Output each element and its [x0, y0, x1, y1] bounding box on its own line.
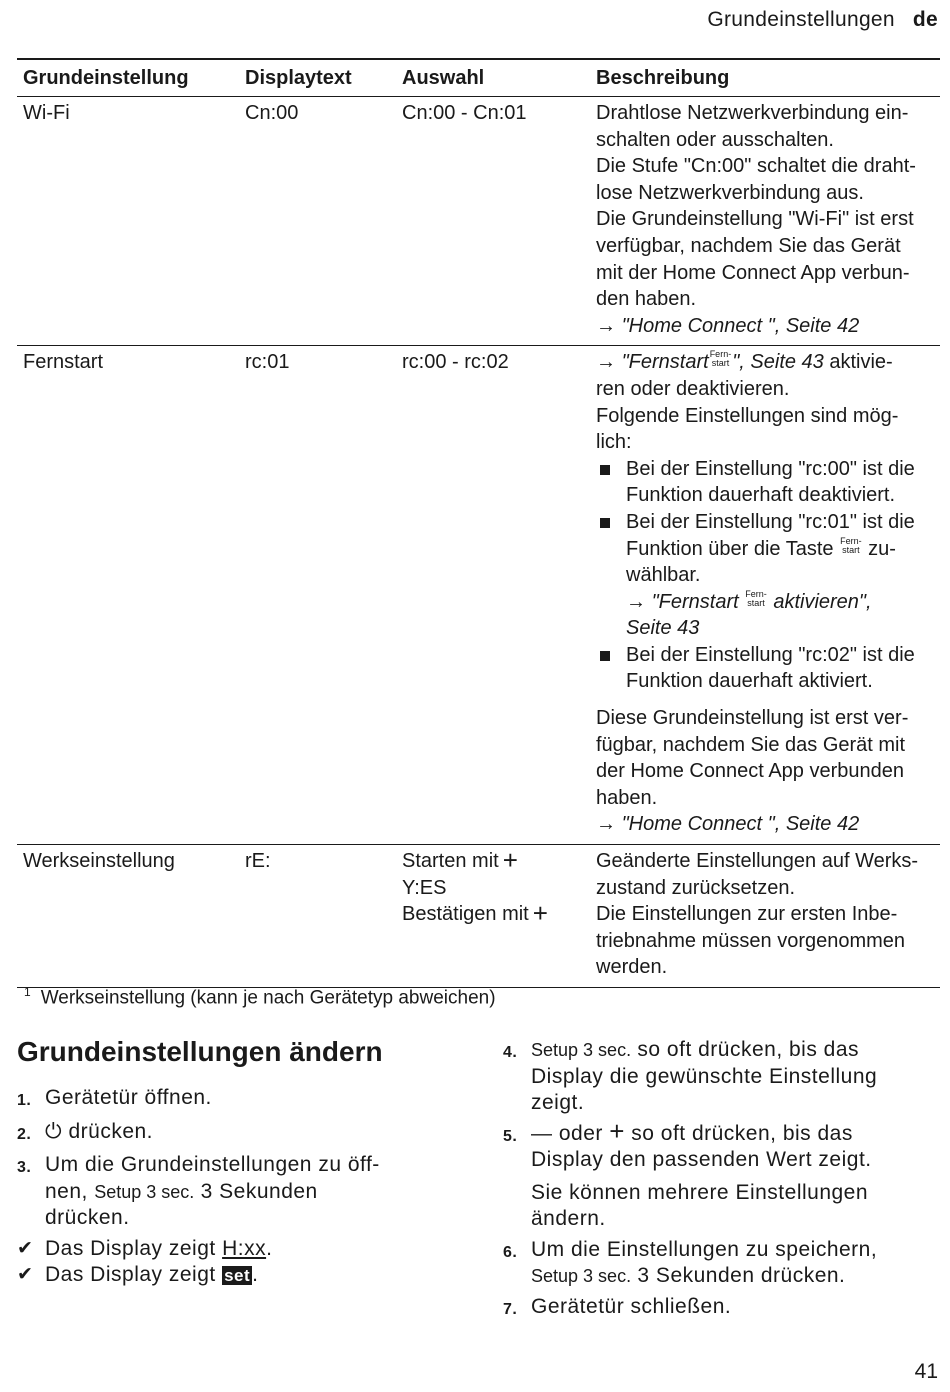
col-header-selection: Auswahl — [402, 66, 485, 89]
checkmark-icon: ✔ — [17, 1264, 34, 1285]
step-text: ändern. — [531, 1207, 606, 1230]
icon-label-bottom: start — [842, 544, 860, 555]
settings-table — [17, 58, 940, 988]
table-row-werkseinstellung — [17, 845, 940, 988]
desc-line: Geänderte Einstellungen auf Werks- — [596, 850, 919, 873]
link-text: aktivieren", — [767, 590, 872, 613]
desc-line: den haben. — [596, 288, 697, 311]
bullet-square-icon — [600, 651, 610, 661]
plus-icon: + — [532, 898, 548, 929]
step-number: 5. — [503, 1127, 518, 1145]
step-text: Display den passenden Wert zeigt. — [531, 1148, 872, 1171]
selection-line: Y:ES — [402, 876, 447, 899]
icon-label-top: Fern- — [745, 588, 767, 599]
selection-line — [402, 845, 596, 876]
table-header-row — [17, 60, 940, 97]
step-number: 4. — [503, 1044, 518, 1061]
desc-line: Die Stufe "Cn:00" schaltet die draht- — [596, 155, 916, 178]
desc-line: zustand zurücksetzen. — [596, 876, 795, 899]
bullet-line: Funktion dauerhaft aktiviert. — [626, 670, 873, 693]
bullet-line: Bei der Einstellung "rc:01" ist die — [626, 510, 915, 533]
link-text: "Home Connect ", Seite 42 — [621, 314, 860, 337]
selection-text: Starten mit — [402, 850, 499, 873]
result-text: Das Display zeigt — [45, 1263, 216, 1286]
footnote — [24, 985, 496, 1009]
icon-label-bottom: start — [747, 597, 765, 608]
header-language: de — [912, 8, 938, 31]
fernstart-activate-link[interactable] — [626, 589, 915, 616]
desc-line: mit der Home Connect App verbun- — [596, 261, 910, 284]
bullet-item — [596, 456, 940, 509]
setup-3sec-key: Setup 3 sec. — [94, 1181, 195, 1202]
power-icon: ⏻ — [45, 1119, 63, 1143]
cell-fernstart-description — [596, 349, 940, 838]
bullet-item — [596, 509, 940, 642]
step-2 — [17, 1119, 457, 1149]
link-text: "Fernstart — [621, 351, 709, 374]
minus-icon: — — [531, 1121, 553, 1145]
link-text: "Home Connect ", Seite 42 — [621, 813, 860, 836]
desc-line: haben. — [596, 786, 658, 809]
bullet-text: Funktion über die Taste — [626, 537, 834, 560]
desc-line: ren oder deaktivieren. — [596, 377, 790, 400]
step-text: so oft drücken, bis das — [637, 1038, 860, 1061]
table-row-wifi — [17, 97, 940, 346]
display-value: H:xx — [222, 1236, 267, 1260]
bullet-line: wählbar. — [626, 564, 701, 587]
selection-text: Bestätigen mit — [402, 903, 529, 926]
desc-line: Folgende Einstellungen sind mög- — [596, 404, 899, 427]
remote-start-icon — [710, 350, 732, 368]
desc-line: Die Grundeinstellung "Wi-Fi" ist erst — [596, 208, 914, 231]
bullet-line: Bei der Einstellung "rc:02" ist die — [626, 643, 915, 666]
step-3 — [17, 1152, 457, 1232]
cell-fernstart-name: Fernstart — [23, 351, 104, 374]
cell-fernstart-selection: rc:00 - rc:02 — [402, 351, 509, 374]
plus-icon: + — [609, 1115, 625, 1146]
step-text: drücken. — [68, 1119, 154, 1143]
footnote-mark: 1 — [24, 985, 31, 999]
bullet-text: zu- — [862, 537, 896, 560]
step-text: Display die gewünschte Einstellung — [531, 1064, 878, 1088]
bullet-item — [596, 642, 940, 695]
step-7 — [503, 1294, 943, 1324]
arrow-right-icon: → — [596, 813, 616, 836]
step-text: so oft drücken, bis das — [631, 1121, 853, 1145]
selection-line — [402, 898, 596, 929]
arrow-right-icon: → — [626, 590, 646, 613]
fernstart-link[interactable] — [596, 351, 824, 373]
checkmark-icon: ✔ — [17, 1237, 34, 1259]
icon-label-top: Fern- — [840, 535, 862, 546]
cell-werks-selection — [402, 845, 596, 981]
bullet-line: Funktion dauerhaft deaktiviert. — [626, 484, 896, 507]
step-text: Gerätetür schließen. — [531, 1294, 732, 1318]
step-number: 3. — [17, 1159, 32, 1176]
remote-start-icon — [840, 537, 862, 555]
header-section: Grundeinstellungen — [707, 8, 895, 31]
table-row-fernstart — [17, 346, 940, 845]
step-number: 1. — [17, 1092, 32, 1109]
cell-wifi-selection: Cn:00 - Cn:01 — [402, 102, 527, 124]
col-header-setting: Grundeinstellung — [23, 66, 189, 89]
desc-line: Diese Grundeinstellung ist erst ver- — [596, 707, 909, 730]
step-text: oder — [558, 1121, 603, 1145]
desc-line: lich: — [596, 431, 632, 454]
setup-3sec-key: Setup 3 sec. — [531, 1266, 632, 1286]
step-text: 3 Sekunden — [200, 1179, 318, 1203]
desc-line: verfügbar, nachdem Sie das Gerät — [596, 234, 901, 257]
icon-label-top: Fern- — [709, 349, 732, 360]
step-number: 2. — [17, 1125, 32, 1143]
step-text: Sie können mehrere Einstellungen — [531, 1180, 869, 1204]
home-connect-link[interactable] — [596, 811, 940, 838]
footnote-text: Werkseinstellung (kann je nach Gerätetyp abweichen) — [40, 987, 496, 1009]
plus-icon: + — [502, 845, 518, 876]
step-5 — [503, 1115, 943, 1233]
display-value-badge: set — [224, 1266, 251, 1285]
result-1: ✔ Das Display zeigt H:xx. — [17, 1236, 457, 1263]
setup-3sec-key: Setup 3 sec. — [531, 1040, 632, 1060]
step-text: Um die Grundeinstellungen zu öff- — [45, 1153, 380, 1176]
cell-wifi-display: Cn:00 — [245, 102, 299, 124]
desc-line: schalten oder ausschalten. — [596, 128, 834, 151]
cell-werks-description — [596, 848, 940, 981]
steps-right-column — [503, 1037, 943, 1327]
link-text: ", Seite 43 — [732, 351, 824, 374]
step-text: Um die Einstellungen zu speichern, — [531, 1237, 878, 1261]
col-header-display: Displaytext — [245, 66, 352, 89]
desc-line: der Home Connect App verbunden — [596, 760, 904, 783]
bullet-line — [626, 536, 915, 563]
cell-fernstart-display: rc:01 — [245, 351, 290, 374]
cell-wifi-name: Wi-Fi — [23, 102, 70, 124]
step-number: 7. — [503, 1300, 518, 1318]
step-text: 3 Sekunden drücken. — [637, 1264, 846, 1287]
step-number: 6. — [503, 1243, 518, 1261]
desc-line: Die Einstellungen zur ersten Inbe- — [596, 903, 898, 926]
step-text: Gerätetür öffnen. — [45, 1086, 212, 1109]
steps-left-column — [17, 1085, 457, 1294]
step-4 — [503, 1037, 943, 1117]
arrow-right-icon: → — [596, 314, 616, 337]
running-header — [707, 8, 938, 32]
step-1 — [17, 1085, 457, 1115]
icon-label-bottom: start — [711, 358, 730, 369]
step-text: drücken. — [45, 1206, 130, 1229]
result-2: ✔ Das Display zeigt set. — [17, 1262, 457, 1290]
col-header-description: Beschreibung — [596, 66, 730, 89]
desc-line: fügbar, nachdem Sie das Gerät mit — [596, 733, 906, 756]
desc-line: lose Netzwerkverbindung aus. — [596, 181, 864, 204]
desc-text: aktivie- — [823, 351, 893, 374]
bullet-square-icon — [600, 465, 610, 475]
step-text: nen, — [45, 1179, 88, 1203]
cell-wifi-description — [596, 100, 940, 339]
desc-line: Drahtlose Netzwerkverbindung ein- — [596, 102, 909, 124]
fernstart-link-line — [596, 349, 940, 376]
cell-werks-name: Werkseinstellung — [23, 850, 175, 873]
bullet-line: Bei der Einstellung "rc:00" ist die — [626, 457, 915, 480]
remote-start-icon — [745, 590, 767, 608]
result-text: Das Display zeigt — [45, 1236, 216, 1260]
step-6 — [503, 1237, 943, 1290]
section-title: Grundeinstellungen ändern — [17, 1036, 383, 1067]
desc-line: triebnahme müssen vorgenommen — [596, 929, 906, 952]
bullet-square-icon — [600, 518, 610, 528]
page-number: 41 — [914, 1360, 938, 1383]
step-text: zeigt. — [531, 1091, 585, 1114]
home-connect-link[interactable] — [596, 313, 940, 340]
link-text: "Fernstart — [651, 590, 739, 613]
desc-line: werden. — [596, 956, 668, 979]
cell-werks-display: rE: — [245, 850, 271, 873]
arrow-right-icon: → — [596, 351, 616, 374]
link-page: Seite 43 — [626, 617, 700, 640]
